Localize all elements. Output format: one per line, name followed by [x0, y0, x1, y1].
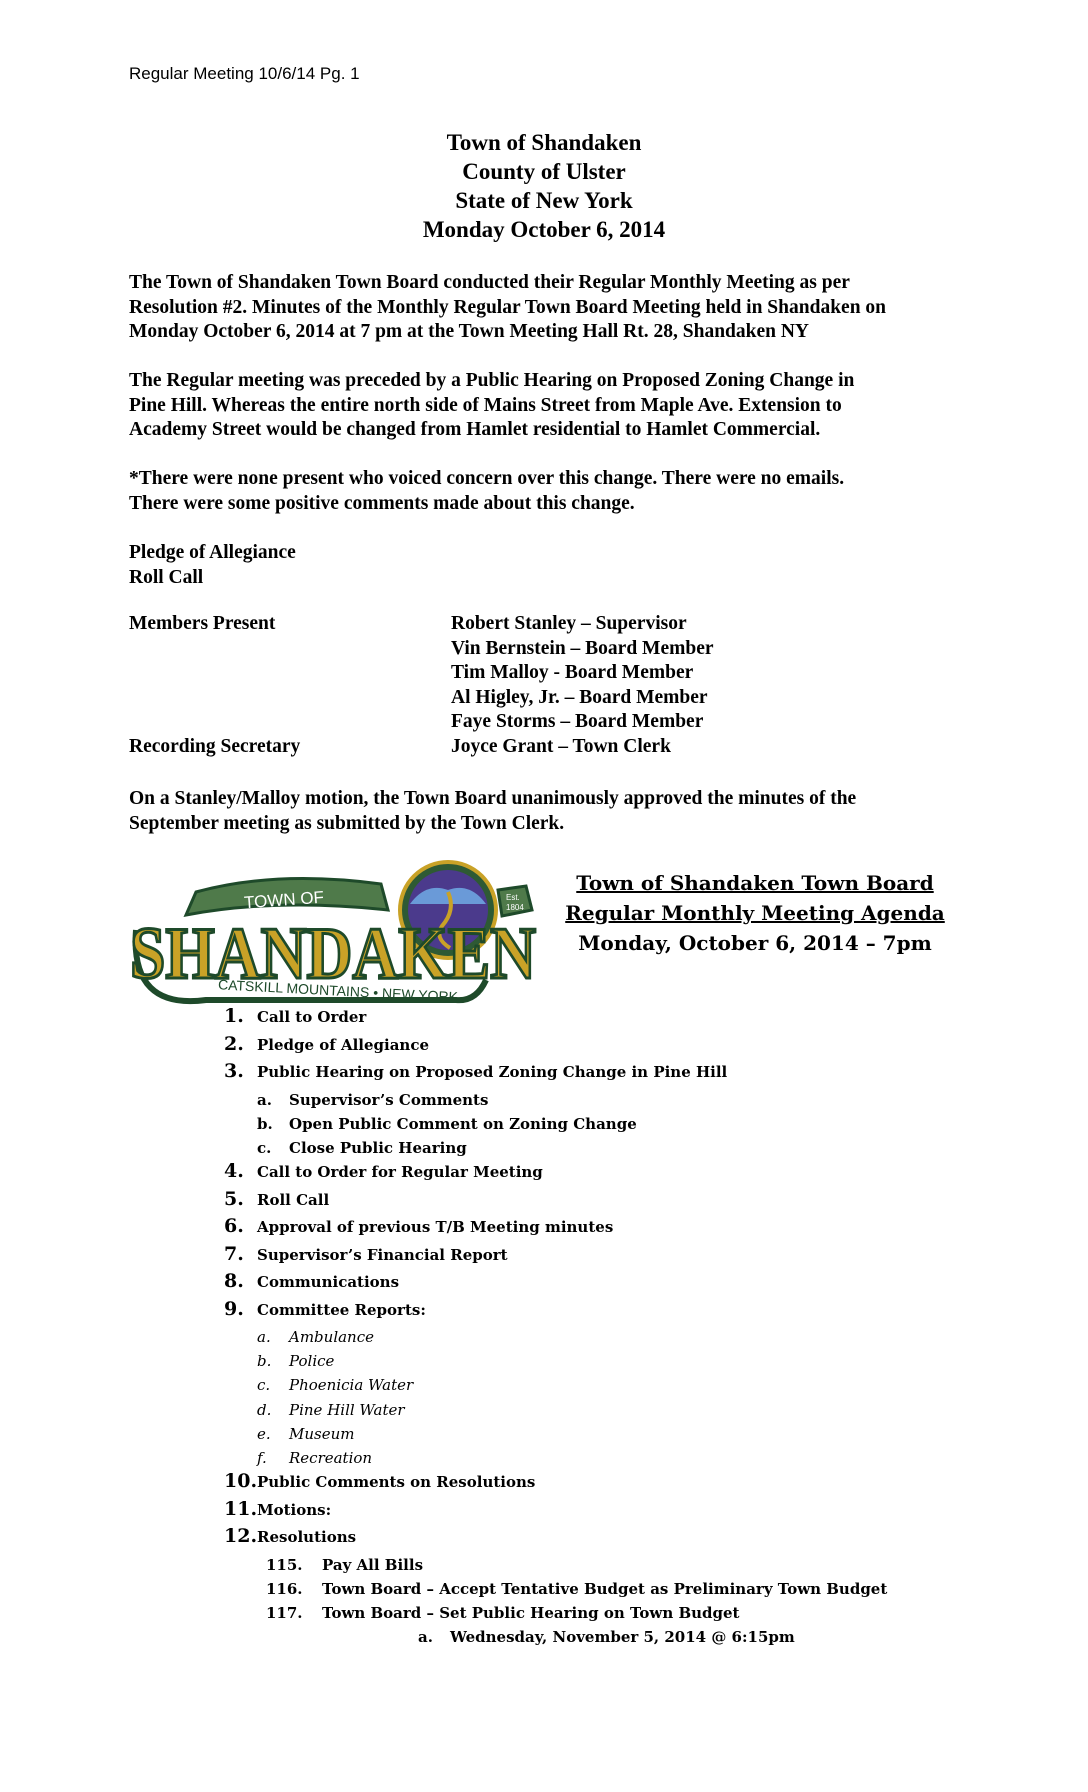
intro-paragraph [129, 271, 989, 345]
item-text: Communications [257, 1273, 400, 1292]
agenda-heading-line: Town of Shandaken Town Board [576, 871, 934, 895]
member-name: Joyce Grant – Town Clerk [451, 735, 671, 757]
paragraph-line: Pine Hill. Whereas the entire north side of Mains Street from Maple Ave. Extension to [129, 394, 842, 416]
title-line: Town of Shandaken [446, 130, 642, 155]
item-number: 2. [224, 1032, 244, 1055]
member-row [129, 612, 714, 637]
subitem-letter: e. [257, 1424, 271, 1443]
minutes-approval-paragraph [129, 787, 989, 836]
member-name: Faye Storms – Board Member [451, 711, 704, 733]
item-text: Committee Reports: [257, 1300, 426, 1319]
page-header: Regular Meeting 10/6/14 Pg. 1 [129, 64, 360, 83]
item-text: Pledge of Allegiance [257, 1035, 430, 1054]
item-text: Public Comments on Resolutions [257, 1473, 536, 1492]
title-line: County of Ulster [462, 159, 626, 184]
item-number: 8. [224, 1270, 244, 1293]
subitem-text: Museum [289, 1424, 355, 1443]
logo-town-of: TOWN OF [243, 887, 325, 913]
title-line: Monday October 6, 2014 [422, 217, 666, 242]
member-row [129, 637, 714, 662]
item-text: Supervisor’s Financial Report [257, 1245, 508, 1264]
subitem-letter: a. [257, 1328, 271, 1347]
subitem-letter: c. [257, 1376, 271, 1395]
member-label [129, 637, 451, 662]
resolution-number: 116. [266, 1579, 303, 1598]
member-label: Recording Secretary [129, 735, 301, 757]
item-number: 9. [224, 1297, 244, 1320]
subitem-text: Ambulance [289, 1328, 374, 1347]
subitem-letter: b. [257, 1114, 273, 1133]
resolution-text: Town Board – Accept Tentative Budget as Preliminary Town Budget [322, 1579, 888, 1598]
document-title [0, 128, 1088, 244]
member-name: Tim Malloy - Board Member [451, 662, 694, 684]
item-number: 10. [224, 1470, 258, 1493]
comments-paragraph [129, 467, 989, 516]
paragraph-line: Academy Street would be changed from Hamlet residential to Hamlet Commercial. [129, 419, 821, 440]
item-number: 6. [224, 1215, 244, 1238]
item-number: 7. [224, 1242, 244, 1265]
subitem-text: Close Public Hearing [289, 1138, 467, 1157]
agenda-heading [550, 868, 960, 958]
item-text: Resolutions [257, 1528, 357, 1547]
paragraph-line: September meeting as submitted by the Town Clerk. [129, 812, 565, 834]
paragraph-line: On a Stanley/Malloy motion, the Town Board unanimously approved the minutes of the [129, 788, 857, 809]
resolution-number: 115. [266, 1555, 303, 1574]
item-text: Call to Order for Regular Meeting [257, 1163, 543, 1182]
subitem-letter: a. [418, 1628, 433, 1647]
item-number: 5. [224, 1187, 244, 1210]
title-line: State of New York [455, 188, 633, 213]
item-text: Motions: [257, 1500, 332, 1519]
logo-tagline: CATSKILL MOUNTAINS • NEW YORK [217, 976, 459, 1005]
subitem-letter: c. [257, 1138, 272, 1157]
paragraph-line: Monday October 6, 2014 at 7 pm at the Town Meeting Hall Rt. 28, Shandaken NY [129, 321, 810, 342]
rollcall-label: Roll Call [129, 566, 204, 588]
logo-name: SHANDAKEN [130, 913, 536, 995]
member-row [129, 735, 714, 760]
agenda-heading-line: Regular Monthly Meeting Agenda [565, 901, 945, 925]
paragraph-line: Resolution #2. Minutes of the Monthly Regular Town Board Meeting held in Shandaken on [129, 296, 887, 318]
subitem-letter: d. [257, 1400, 272, 1419]
subitem-text: Wednesday, November 5, 2014 @ 6:15pm [450, 1628, 795, 1647]
item-number: 12. [224, 1525, 258, 1548]
item-text: Public Hearing on Proposed Zoning Change in Pine Hill [257, 1063, 728, 1081]
subitem-letter: b. [257, 1352, 272, 1371]
logo-est: Est. [506, 893, 520, 902]
paragraph-line: There were some positive comments made about this change. [129, 492, 635, 514]
subitem-text: Phoenicia Water [289, 1376, 414, 1395]
member-label [129, 661, 451, 686]
subitem-text: Supervisor’s Comments [289, 1090, 489, 1109]
item-number: 11. [224, 1497, 258, 1520]
member-name: Vin Bernstein – Board Member [451, 637, 714, 659]
subitem-letter: f. [257, 1449, 267, 1467]
subitem-letter: a. [257, 1090, 272, 1109]
subitem-text: Open Public Comment on Zoning Change [289, 1114, 637, 1133]
member-row [129, 710, 714, 735]
subitem-text: Recreation [289, 1449, 373, 1467]
member-name: Robert Stanley – Supervisor [451, 613, 687, 634]
members-list [129, 612, 714, 760]
pledge-rollcall [129, 541, 989, 590]
member-label [129, 710, 451, 735]
paragraph-line: The Regular meeting was preceded by a Public Hearing on Proposed Zoning Change in [129, 370, 855, 391]
logo-year: 1804 [506, 903, 524, 912]
pledge-label: Pledge of Allegiance [129, 542, 296, 563]
item-text: Roll Call [257, 1190, 330, 1209]
item-number: 3. [224, 1060, 244, 1082]
paragraph-line: The Town of Shandaken Town Board conducted their Regular Monthly Meeting as per [129, 272, 850, 293]
resolution-number: 117. [266, 1604, 303, 1623]
subitem-text: Pine Hill Water [289, 1400, 405, 1419]
member-name: Al Higley, Jr. – Board Member [451, 686, 708, 708]
resolution-text: Town Board – Set Public Hearing on Town Budget [322, 1604, 740, 1623]
agenda-heading-line: Monday, October 6, 2014 – 7pm [578, 931, 932, 955]
item-number: 1. [224, 1005, 244, 1027]
shandaken-logo [126, 860, 544, 1010]
item-text: Approval of previous T/B Meeting minutes [257, 1218, 614, 1237]
item-number: 4. [224, 1160, 244, 1183]
member-row [129, 661, 714, 686]
resolution-text: Pay All Bills [322, 1555, 424, 1574]
paragraph-line: *There were none present who voiced concern over this change. There were no emails. [129, 468, 845, 489]
item-text: Call to Order [257, 1008, 367, 1026]
member-row [129, 686, 714, 711]
subitem-text: Police [289, 1352, 335, 1371]
member-label: Members Present [129, 613, 276, 634]
public-hearing-paragraph [129, 369, 989, 443]
member-label [129, 686, 451, 711]
